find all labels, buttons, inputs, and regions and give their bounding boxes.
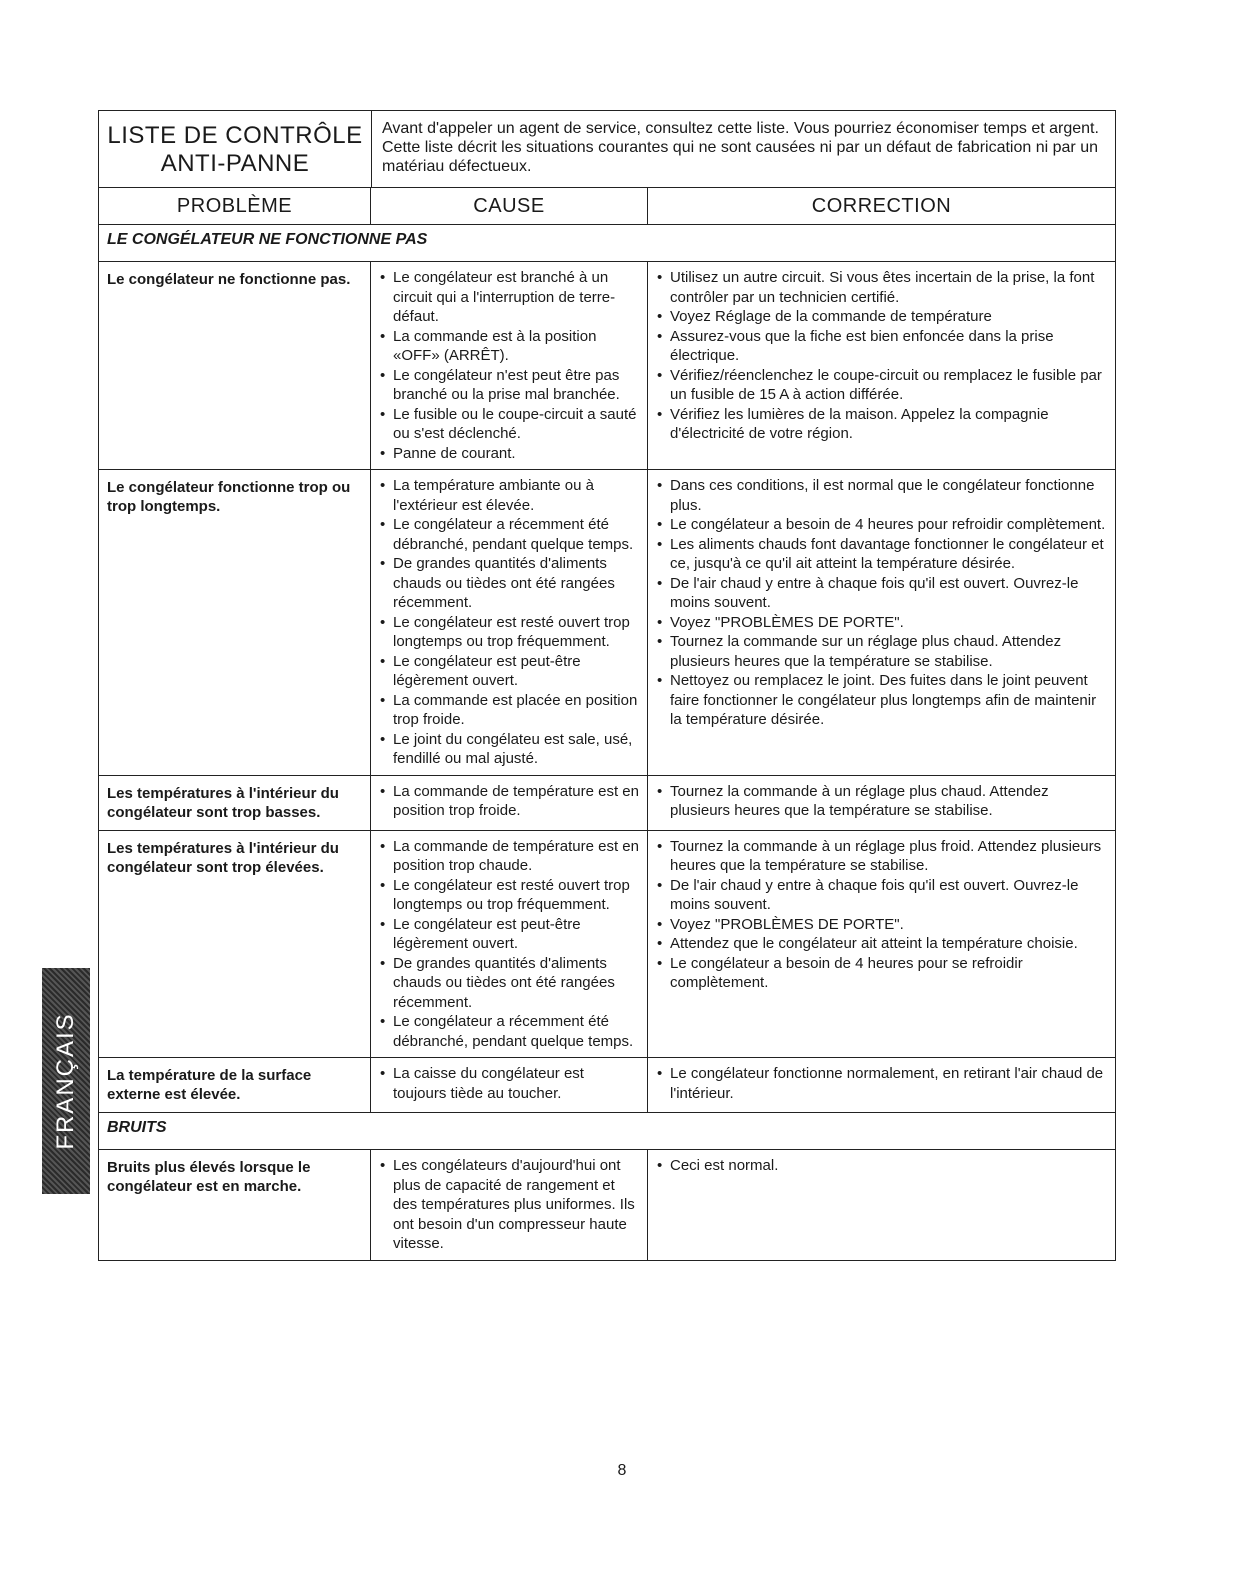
fix-item: • Utilisez un autre circuit. Si vous êtes incertain de la prise, la font contrôler par un technicien certifié. <box>654 268 1109 307</box>
fix-list <box>654 837 1109 993</box>
fix-item: • Assurez-vous que la fiche est bien enfoncée dans la prise électrique. <box>654 327 1109 366</box>
table-row <box>99 1058 1116 1113</box>
fix-list <box>654 1156 1109 1176</box>
cause-item: • La commande de température est en position trop chaude. <box>377 837 641 876</box>
fix-item: • Tournez la commande à un réglage plus froid. Attendez plusieurs heures que la température se stabilise. <box>654 837 1109 876</box>
page-number: 8 <box>617 1462 627 1479</box>
language-tab-label: FRANÇAIS <box>52 1012 79 1150</box>
problem-cell: Les températures à l'intérieur du congélateur sont trop élevées. <box>99 830 371 1058</box>
fix-cell <box>648 775 1116 830</box>
cause-cell <box>371 830 648 1058</box>
fix-list <box>654 268 1109 444</box>
cause-item: • Le congélateur a récemment été débranché, pendant quelque temps. <box>377 1012 641 1051</box>
problem-cell: La température de la surface externe est élevée. <box>99 1058 371 1113</box>
fix-cell <box>648 262 1116 470</box>
cause-item: • La température ambiante ou à l'extérieur est élevée. <box>377 476 641 515</box>
cause-item: • Le fusible ou le coupe-circuit a sauté ou s'est déclenché. <box>377 405 641 444</box>
problem-cell: Les températures à l'intérieur du congélateur sont trop basses. <box>99 775 371 830</box>
cause-cell <box>371 1058 648 1113</box>
cause-list <box>377 782 641 821</box>
problem-cell: Le congélateur ne fonctionne pas. <box>99 262 371 470</box>
troubleshooting-document <box>98 110 1116 1261</box>
fix-list <box>654 1064 1109 1103</box>
cause-item: • La commande de température est en position trop froide. <box>377 782 641 821</box>
intro-text: Avant d'appeler un agent de service, consultez cette liste. Vous pourriez économiser temps et argent. Cette liste décrit les situations courantes qui ne sont causées ni par un défaut de fabrication ni par un matériau défectueux. <box>382 120 1099 175</box>
fix-item: • Voyez "PROBLÈMES DE PORTE". <box>654 915 1109 935</box>
fix-cell <box>648 830 1116 1058</box>
language-tab <box>42 968 90 1194</box>
cause-item: • Le congélateur est peut-être légèrement ouvert. <box>377 652 641 691</box>
fix-item: • Le congélateur a besoin de 4 heures pour refroidir complètement. <box>654 515 1109 535</box>
cause-item: • Le congélateur est peut-être légèrement ouvert. <box>377 915 641 954</box>
fix-cell <box>648 1058 1116 1113</box>
column-header-row <box>99 188 1116 225</box>
fix-item: • Ceci est normal. <box>654 1156 1109 1176</box>
fix-item: • Vérifiez les lumières de la maison. Appelez la compagnie d'électricité de votre région. <box>654 405 1109 444</box>
fix-item: • Voyez "PROBLÈMES DE PORTE". <box>654 613 1109 633</box>
troubleshooting-table <box>98 187 1116 1261</box>
fix-item: • Le congélateur a besoin de 4 heures pour se refroidir complètement. <box>654 954 1109 993</box>
problem-cell: Le congélateur fonctionne trop ou trop longtemps. <box>99 470 371 776</box>
fix-item: • Attendez que le congélateur ait atteint la température choisie. <box>654 934 1109 954</box>
fix-item: • De l'air chaud y entre à chaque fois qu'il est ouvert. Ouvrez-le moins souvent. <box>654 876 1109 915</box>
fix-cell <box>648 1150 1116 1261</box>
column-header-cause: CAUSE <box>371 188 648 225</box>
fix-item: • Le congélateur fonctionne normalement, en retirant l'air chaud de l'intérieur. <box>654 1064 1109 1103</box>
cause-cell <box>371 262 648 470</box>
fix-item: • Dans ces conditions, il est normal que le congélateur fonctionne plus. <box>654 476 1109 515</box>
fix-list <box>654 476 1109 730</box>
cause-list <box>377 268 641 463</box>
fix-cell <box>648 470 1116 776</box>
cause-item: • De grandes quantités d'aliments chauds ou tièdes ont été rangées récemment. <box>377 554 641 613</box>
cause-item: • Le congélateur est resté ouvert trop longtemps ou trop fréquemment. <box>377 876 641 915</box>
title-line-1: LISTE DE CONTRÔLE <box>107 122 363 149</box>
cause-cell <box>371 1150 648 1261</box>
cause-item: • Le congélateur est branché à un circuit qui a l'interruption de terre-défaut. <box>377 268 641 327</box>
cause-item: • Panne de courant. <box>377 444 641 464</box>
section-title: LE CONGÉLATEUR NE FONCTIONNE PAS <box>99 225 1116 262</box>
fix-item: • Tournez la commande à un réglage plus chaud. Attendez plusieurs heures que la température se stabilise. <box>654 782 1109 821</box>
cause-item: • La caisse du congélateur est toujours tiède au toucher. <box>377 1064 641 1103</box>
fix-item: • De l'air chaud y entre à chaque fois qu'il est ouvert. Ouvrez-le moins souvent. <box>654 574 1109 613</box>
problem-cell: Bruits plus élevés lorsque le congélateur est en marche. <box>99 1150 371 1261</box>
table-row <box>99 775 1116 830</box>
section-row <box>99 1113 1116 1150</box>
cause-item: • La commande est à la position «OFF» (ARRÊT). <box>377 327 641 366</box>
table-row <box>99 1150 1116 1261</box>
column-header-correction: CORRECTION <box>648 188 1116 225</box>
cause-list <box>377 837 641 1052</box>
cause-item: • Les congélateurs d'aujourd'hui ont plus de capacité de rangement et des températures plus uniformes. Ils ont besoin d'un compresseur haute vitesse. <box>377 1156 641 1254</box>
cause-item: • De grandes quantités d'aliments chauds ou tièdes ont été rangées récemment. <box>377 954 641 1013</box>
column-header-problem: PROBLÈME <box>99 188 371 225</box>
fix-item: • Nettoyez ou remplacez le joint. Des fuites dans le joint peuvent faire fonctionner le congélateur plus longtemps afin de maintenir la température désirée. <box>654 671 1109 730</box>
fix-item: • Vérifiez/réenclenchez le coupe-circuit ou remplacez le fusible par un fusible de 15 A à action différée. <box>654 366 1109 405</box>
title-line-2: ANTI-PANNE <box>160 150 310 177</box>
cause-item: • Le congélateur est resté ouvert trop longtemps ou trop fréquemment. <box>377 613 641 652</box>
fix-item: • Les aliments chauds font davantage fonctionner le congélateur et ce, jusqu'à ce qu'il ait atteint la température désirée. <box>654 535 1109 574</box>
fix-list <box>654 782 1109 821</box>
fix-item: • Voyez Réglage de la commande de température <box>654 307 1109 327</box>
cause-cell <box>371 775 648 830</box>
table-row <box>99 470 1116 776</box>
table-row <box>99 262 1116 470</box>
cause-list <box>377 1064 641 1103</box>
cause-item: • Le joint du congélateu est sale, usé, fendillé ou mal ajusté. <box>377 730 641 769</box>
cause-list <box>377 1156 641 1254</box>
cause-item: • Le congélateur n'est peut être pas branché ou la prise mal branchée. <box>377 366 641 405</box>
cause-cell <box>371 470 648 776</box>
cause-item: • La commande est placée en position trop froide. <box>377 691 641 730</box>
fix-item: • Tournez la commande sur un réglage plus chaud. Attendez plusieurs heures que la température se stabilise. <box>654 632 1109 671</box>
table-row <box>99 830 1116 1058</box>
section-title: BRUITS <box>99 1113 1116 1150</box>
cause-list <box>377 476 641 769</box>
document-header <box>98 110 1116 187</box>
section-row <box>99 225 1116 262</box>
title-box <box>99 111 372 187</box>
cause-item: • Le congélateur a récemment été débranché, pendant quelque temps. <box>377 515 641 554</box>
